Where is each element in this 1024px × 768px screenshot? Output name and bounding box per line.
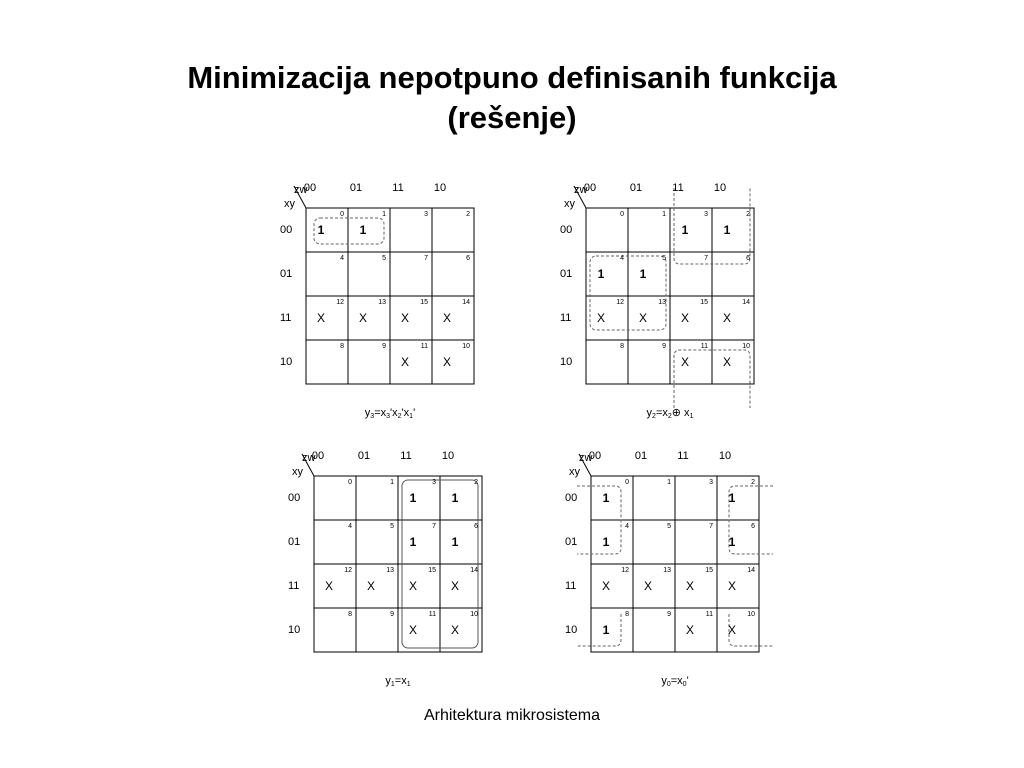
cell-value: X: [366, 579, 375, 593]
formula-y0: $y_0=x_0'$: [661, 675, 689, 688]
cell-index: 14: [747, 567, 755, 574]
row-header: 01: [280, 268, 293, 280]
column-header: 10: [433, 182, 447, 194]
cell-index: 1: [390, 479, 394, 486]
cell-value: X: [722, 355, 731, 369]
cell-index: 8: [625, 611, 629, 618]
cell-index: 0: [620, 211, 624, 218]
cell-index: 11: [428, 611, 436, 618]
cell-value: X: [450, 579, 459, 593]
cell-value: X: [400, 355, 409, 369]
cell-value: X: [408, 579, 417, 593]
cell-value: X: [358, 311, 367, 325]
cell-index: 1: [667, 479, 671, 486]
cell-index: 5: [662, 255, 666, 262]
row-header: 11: [288, 580, 300, 592]
row-header: 01: [288, 536, 301, 548]
cell-index: 12: [344, 567, 352, 574]
cell-value: X: [400, 311, 409, 325]
cell-value: X: [442, 311, 451, 325]
cell-index: 11: [705, 611, 713, 618]
cell-index: 11: [420, 343, 428, 350]
cell-index: 10: [742, 343, 750, 350]
column-variable-label: zw: [579, 452, 593, 464]
cell-index: 3: [424, 211, 428, 218]
column-variable-label: zw: [302, 452, 316, 464]
title-line-1: Minimizacija nepotpuno definisanih funkcija: [187, 60, 837, 95]
cell-index: 6: [474, 523, 478, 530]
cell-index: 10: [470, 611, 478, 618]
cell-index: 8: [620, 343, 624, 350]
cell-index: 0: [340, 211, 344, 218]
row-header: 00: [280, 224, 293, 236]
cell-value: X: [638, 311, 647, 325]
row-header: 10: [288, 624, 301, 636]
cell-index: 13: [658, 299, 666, 306]
cell-index: 15: [705, 567, 713, 574]
cell-value: X: [596, 311, 605, 325]
cell-index: 12: [336, 299, 344, 306]
column-header: 11: [677, 450, 689, 462]
row-header: 01: [560, 268, 573, 280]
cell-index: 11: [700, 343, 708, 350]
row-header: 00: [288, 492, 301, 504]
row-header: 10: [560, 356, 573, 368]
cell-index: 15: [700, 299, 708, 306]
cell-value: X: [643, 579, 652, 593]
cell-index: 4: [348, 523, 352, 530]
cell-index: 5: [390, 523, 394, 530]
cell-index: 14: [470, 567, 478, 574]
cell-value: X: [408, 623, 417, 637]
cell-index: 13: [378, 299, 386, 306]
cell-value: X: [324, 579, 333, 593]
cell-index: 2: [466, 211, 470, 218]
cell-value: X: [727, 623, 736, 637]
cell-index: 0: [625, 479, 629, 486]
cell-index: 4: [340, 255, 344, 262]
cell-value: X: [601, 579, 610, 593]
cell-index: 5: [667, 523, 671, 530]
row-header: 00: [565, 492, 578, 504]
cell-value: X: [680, 311, 689, 325]
cell-index: 12: [616, 299, 624, 306]
cell-index: 3: [709, 479, 713, 486]
cell-index: 1: [382, 211, 386, 218]
cell-value: 1: [602, 623, 610, 637]
column-header: 00: [303, 182, 317, 194]
column-header: 11: [672, 182, 684, 194]
title-line-2: (rešenje): [447, 100, 577, 135]
cell-index: 7: [424, 255, 428, 262]
formula-y3: $y_3=x_3'x_2'x_1'$: [364, 407, 416, 420]
cell-index: 8: [348, 611, 352, 618]
column-header: 01: [629, 182, 643, 194]
cell-index: 3: [704, 211, 708, 218]
cell-value: 1: [723, 223, 731, 237]
footer-text: Arhitektura mikrosistema: [423, 707, 601, 724]
cell-value: 1: [597, 267, 605, 281]
column-header: 10: [718, 450, 732, 462]
row-header: 01: [565, 536, 578, 548]
column-header: 11: [400, 450, 412, 462]
row-header: 11: [280, 312, 292, 324]
formula-y1: $y_1=x_1$: [385, 675, 411, 688]
cell-index: 12: [621, 567, 629, 574]
cell-index: 14: [742, 299, 750, 306]
cell-value: 1: [409, 491, 417, 505]
cell-index: 6: [751, 523, 755, 530]
row-variable-label: xy: [564, 198, 575, 210]
cell-value: X: [442, 355, 451, 369]
cell-index: 2: [474, 479, 478, 486]
row-header: 10: [280, 356, 293, 368]
cell-index: 6: [466, 255, 470, 262]
row-variable-label: xy: [569, 466, 580, 478]
row-header: 11: [560, 312, 572, 324]
cell-index: 13: [663, 567, 671, 574]
column-header: 01: [357, 450, 371, 462]
column-header: 00: [588, 450, 602, 462]
column-header: 01: [634, 450, 648, 462]
row-header: 10: [565, 624, 578, 636]
cell-index: 2: [746, 211, 750, 218]
cell-value: 1: [409, 535, 417, 549]
column-header: 00: [311, 450, 325, 462]
cell-index: 7: [432, 523, 436, 530]
cell-value: 1: [681, 223, 689, 237]
cell-value: X: [722, 311, 731, 325]
cell-value: X: [685, 623, 694, 637]
cell-index: 6: [746, 255, 750, 262]
cell-index: 15: [420, 299, 428, 306]
column-variable-label: zw: [574, 184, 588, 196]
cell-index: 8: [340, 343, 344, 350]
cell-index: 13: [386, 567, 394, 574]
cell-index: 2: [751, 479, 755, 486]
column-header: 11: [392, 182, 404, 194]
cell-index: 3: [432, 479, 436, 486]
cell-value: X: [685, 579, 694, 593]
cell-value: 1: [451, 491, 459, 505]
cell-index: 10: [462, 343, 470, 350]
cell-index: 4: [625, 523, 629, 530]
cell-index: 7: [709, 523, 713, 530]
cell-value: 1: [451, 535, 459, 549]
cell-index: 5: [382, 255, 386, 262]
cell-value: 1: [602, 491, 610, 505]
column-variable-label: zw: [294, 184, 308, 196]
cell-value: 1: [359, 223, 367, 237]
cell-index: 9: [390, 611, 394, 618]
column-header: 10: [441, 450, 455, 462]
column-header: 10: [713, 182, 727, 194]
row-variable-label: xy: [292, 466, 303, 478]
cell-value: X: [450, 623, 459, 637]
cell-index: 9: [382, 343, 386, 350]
cell-index: 14: [462, 299, 470, 306]
cell-value: 1: [639, 267, 647, 281]
cell-value: 1: [317, 223, 325, 237]
cell-index: 4: [620, 255, 624, 262]
slide-title: [0, 58, 1024, 138]
cell-value: 1: [728, 535, 736, 549]
column-header: 00: [583, 182, 597, 194]
cell-value: 1: [728, 491, 736, 505]
cell-index: 9: [662, 343, 666, 350]
cell-value: X: [680, 355, 689, 369]
cell-index: 10: [747, 611, 755, 618]
row-header: 11: [565, 580, 577, 592]
row-variable-label: xy: [284, 198, 295, 210]
row-header: 00: [560, 224, 573, 236]
cell-value: X: [727, 579, 736, 593]
cell-index: 0: [348, 479, 352, 486]
column-header: 01: [349, 182, 363, 194]
cell-value: X: [316, 311, 325, 325]
cell-index: 9: [667, 611, 671, 618]
cell-index: 7: [704, 255, 708, 262]
cell-value: 1: [602, 535, 610, 549]
cell-index: 1: [662, 211, 666, 218]
cell-index: 15: [428, 567, 436, 574]
formula-y2: $y_2=x_2\oplus$ $x_1$: [646, 407, 694, 420]
